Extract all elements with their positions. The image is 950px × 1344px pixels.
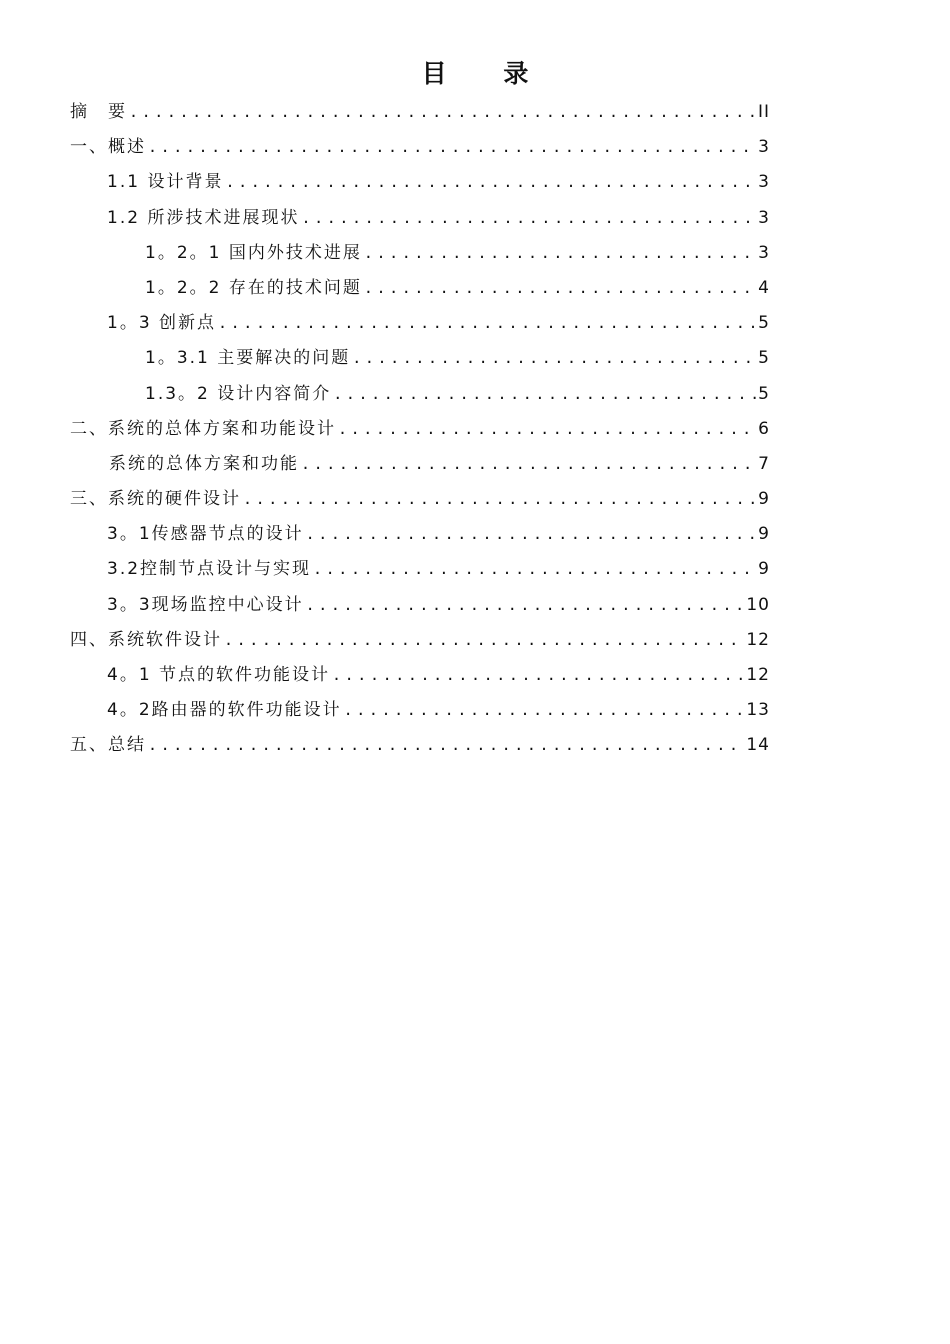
- toc-entry-overall-scheme[interactable]: [70, 412, 770, 447]
- toc-dot-leader: [344, 693, 745, 728]
- toc-entry-overview[interactable]: [70, 130, 770, 165]
- toc-entry-software-design[interactable]: [70, 623, 770, 658]
- toc-entry-monitoring-center[interactable]: [70, 588, 770, 623]
- toc-entry-label: 3。3现场监控中心设计: [107, 594, 304, 615]
- toc-entry-label: 1.2 所涉技术进展现状: [107, 207, 300, 228]
- toc-page-number: 6: [758, 418, 770, 439]
- toc-page-number: 5: [758, 383, 770, 404]
- toc-entry-node-software[interactable]: [70, 658, 770, 693]
- toc-entry-label: 3.2控制节点设计与实现: [107, 559, 312, 580]
- toc-page-number: 3: [758, 137, 770, 158]
- toc-entry-label: 1。2。1 国内外技术进展: [145, 242, 362, 263]
- toc-title: 目 录: [421, 59, 553, 88]
- toc-dot-leader: [224, 623, 744, 658]
- toc-page-number: 12: [746, 629, 770, 650]
- toc-dot-leader: [225, 165, 756, 200]
- toc-dot-leader: [352, 341, 756, 376]
- toc-page-number: 12: [746, 665, 770, 685]
- toc-entry-summary[interactable]: [70, 728, 770, 763]
- toc-dot-leader: [148, 130, 756, 165]
- toc-dot-leader: [313, 552, 756, 587]
- toc-dot-leader: [306, 517, 757, 552]
- toc-entry-label: 1。3.1 主要解决的问题: [145, 348, 351, 369]
- toc-page-number: 7: [758, 453, 770, 474]
- toc-page-number: 14: [746, 735, 770, 756]
- toc-page-number: 9: [758, 559, 770, 580]
- toc-dot-leader: [306, 588, 745, 623]
- toc-entry-label: 1。2。2 存在的技术问题: [145, 277, 362, 298]
- toc-dot-leader: [218, 306, 756, 341]
- toc-page-number: 5: [758, 313, 770, 334]
- toc-page-number: 13: [746, 700, 770, 721]
- toc-entry-label: 摘 要: [70, 102, 127, 122]
- toc-entry-hardware-design[interactable]: [70, 482, 770, 517]
- toc-entry-label: 1.1 设计背景: [107, 172, 224, 193]
- toc-entry-label: 4。2路由器的软件功能设计: [107, 700, 342, 721]
- toc-dot-leader: [333, 377, 756, 412]
- toc-entry-label: 1.3。2 设计内容简介: [145, 383, 332, 404]
- toc-page-number: 3: [758, 172, 770, 193]
- toc-entry-domestic-foreign-progress[interactable]: [70, 236, 770, 271]
- toc-entry-design-background[interactable]: [70, 165, 770, 200]
- toc-list: [70, 95, 770, 764]
- toc-page-number: 3: [758, 207, 770, 228]
- toc-dot-leader: [148, 728, 744, 763]
- toc-page-number: 9: [758, 524, 770, 545]
- toc-entry-label: 3。1传感器节点的设计: [107, 524, 304, 545]
- toc-entry-label: 1。3 创新点: [107, 313, 217, 334]
- toc-entry-label: 系统的总体方案和功能: [109, 453, 299, 474]
- toc-page-number: 10: [746, 594, 770, 615]
- toc-page-number: II: [757, 102, 770, 122]
- toc-entry-abstract[interactable]: [70, 95, 770, 130]
- toc-entry-design-content[interactable]: [70, 377, 770, 412]
- toc-dot-leader: [243, 482, 756, 517]
- toc-entry-tech-status[interactable]: [70, 201, 770, 236]
- toc-entry-label: 一、概述: [70, 137, 146, 158]
- toc-entry-overall-scheme-function[interactable]: [70, 447, 770, 482]
- toc-dot-leader: [129, 95, 756, 130]
- toc-dot-leader: [364, 271, 756, 306]
- toc-entry-label: 四、系统软件设计: [70, 629, 222, 650]
- toc-entry-existing-problems[interactable]: [70, 271, 770, 306]
- toc-dot-leader: [332, 658, 744, 693]
- toc-dot-leader: [364, 236, 756, 271]
- toc-entry-sensor-node[interactable]: [70, 517, 770, 552]
- toc-entry-label: 二、系统的总体方案和功能设计: [70, 418, 336, 439]
- toc-page-number: 9: [758, 489, 770, 510]
- toc-entry-innovation[interactable]: [70, 306, 770, 341]
- toc-dot-leader: [301, 201, 756, 236]
- toc-page-number: 4: [758, 277, 770, 298]
- toc-entry-control-node[interactable]: [70, 552, 770, 587]
- toc-entry-main-problems[interactable]: [70, 341, 770, 376]
- toc-dot-leader: [301, 447, 756, 482]
- toc-entry-router-software[interactable]: [70, 693, 770, 728]
- toc-page-number: 3: [758, 242, 770, 263]
- toc-page-number: 5: [758, 348, 770, 369]
- toc-dot-leader: [338, 412, 756, 447]
- toc-entry-label: 五、总结: [70, 735, 146, 756]
- toc-entry-label: 4。1 节点的软件功能设计: [107, 665, 331, 685]
- toc-entry-label: 三、系统的硬件设计: [70, 489, 241, 510]
